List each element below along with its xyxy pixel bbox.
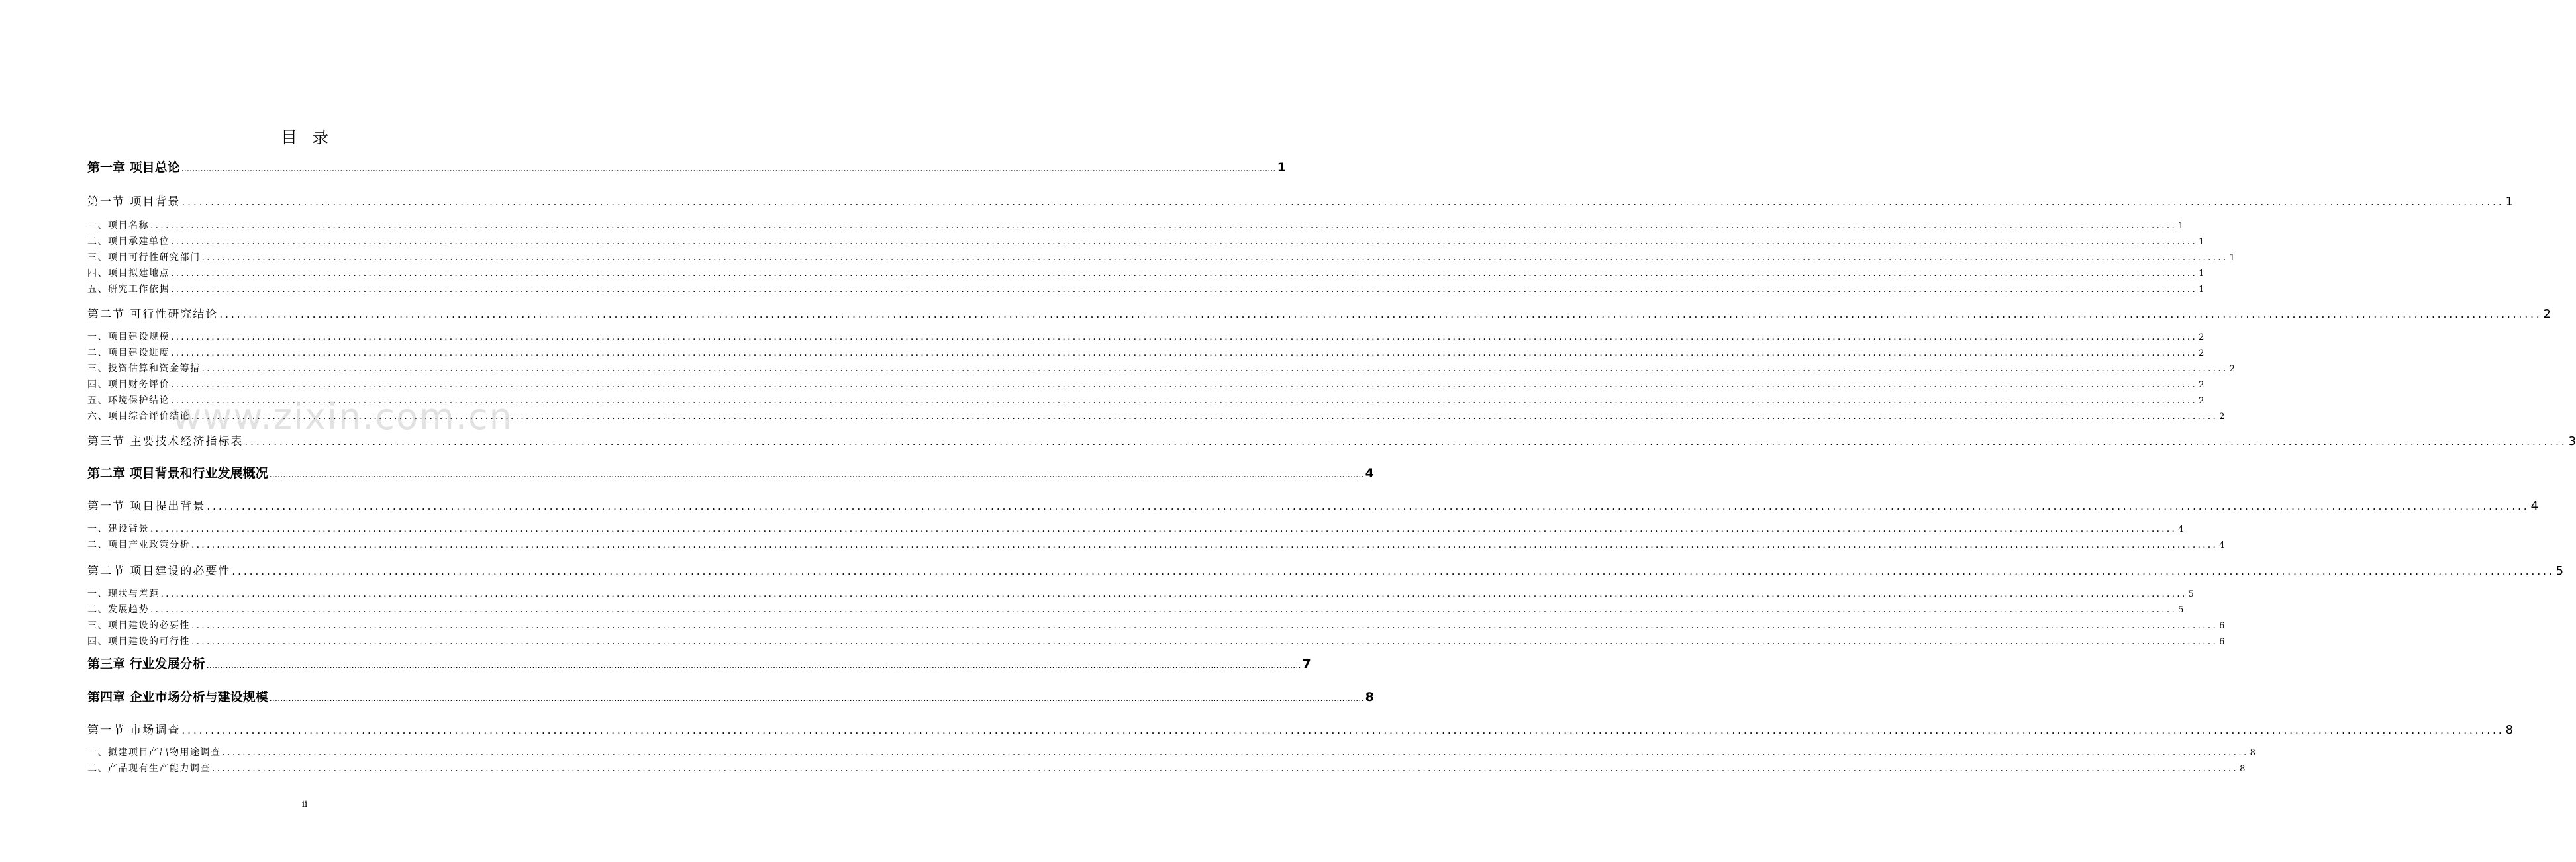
toc-entry-label: 第三章 行业发展分析 [87,657,205,671]
toc-entry-label: 第二节 项目建设的必要性 [87,565,231,578]
toc-entry-page: 4 [1365,466,1374,481]
toc-entry-page: 8 [2250,748,2255,758]
toc-entry-item[interactable] [87,282,2204,295]
toc-leader-dots: ................................................................................................................................................................................................................................................................................................................................................................................................................ [191,411,2218,422]
toc-entry-item[interactable] [87,377,2204,391]
toc-entry-label: 二、项目承建单位 [87,236,170,247]
toc-entry-section[interactable] [87,497,2539,513]
toc-entry-page: 1 [2199,237,2204,247]
toc-entry-label: 三、项目建设的必要性 [87,620,190,631]
toc-entry-item[interactable] [87,634,2225,647]
toc-leader-dots: ................................................................................................................................................................................................................................................................................................................................................................................................................ [207,501,2530,512]
toc-entry-label: 一、项目建设规模 [87,332,170,342]
toc-entry-label: 二、产品现有生产能力调查 [87,763,211,774]
toc-leader-dots: ................................................................................................................................................................................................................................................................................................................................................................................................................ [171,332,2198,342]
toc-leader-dots: ................................................................................................................................................................................................................................................................................................................................................................................................................ [150,524,2177,534]
toc-entry-label: 四、项目建设的可行性 [87,636,190,647]
toc-entry-label: 第三节 主要技术经济指标表 [87,435,244,448]
toc-entry-label: 第二章 项目背景和行业发展概况 [87,466,268,481]
toc-entry-page: 1 [2229,253,2235,263]
toc-entry-page: 3 [2568,434,2576,448]
toc-entry-chapter[interactable] [87,687,1374,705]
toc-entry-label: 三、项目可行性研究部门 [87,252,201,263]
toc-entry-page: 1 [1277,160,1286,175]
toc-entry-label: 一、现状与差距 [87,589,160,599]
toc-entry-label: 四、项目财务评价 [87,379,170,390]
toc-entry-page: 2 [2199,380,2204,390]
toc-entry-section[interactable] [87,720,2514,737]
toc-entry-page: 6 [2219,637,2225,647]
toc-entry-section[interactable] [87,561,2564,578]
toc-entry-item[interactable] [87,266,2204,279]
toc-entry-page: 6 [2219,621,2225,631]
toc-entry-item[interactable] [87,346,2204,359]
toc-entry-item[interactable] [87,250,2235,263]
toc-leader-dots: ................................................................................................................................................................................................................................................................................................................................................................................................................ [150,604,2177,615]
toc-entry-label: 五、研究工作依据 [87,284,170,295]
toc-leader-dots: ................................................................................................................................................................................................................................................................................................................................................................................................................ [171,236,2198,247]
toc-entry-page: 1 [2199,269,2204,279]
toc-entry-label: 第四章 企业市场分析与建设规模 [87,690,268,704]
toc-entry-item[interactable] [87,602,2184,616]
toc-leader-dots: ................................................................................................................................................................................................................................................................................................................................................................................................................ [201,252,2228,263]
toc-leader-dots: ................................................................................................................................................................................................................................................................................................................................................................................................................ [244,436,2567,448]
toc-entry-label: 六、项目综合评价结论 [87,411,190,422]
toc-entry-page: 2 [2219,412,2225,422]
toc-entry-label: 第一节 项目提出背景 [87,500,206,513]
toc-entry-section[interactable] [87,192,2514,209]
toc-entry-label: 三、投资估算和资金筹措 [87,363,201,374]
toc-entry-label: 一、项目名称 [87,220,149,231]
toc-entry-page: 2 [2199,396,2204,406]
toc-entry-page: 8 [2505,723,2514,737]
toc-entry-page: 7 [1302,657,1311,671]
toc-leader-dots: ................................................................................................................................................................................................................................................................................................................................................................................................................ [171,348,2198,358]
toc-entry-label: 二、发展趋势 [87,604,149,615]
toc-leader-dots: ................................................................................................................................................................................................................................................................................................................................................................................................................ [212,763,2239,774]
toc-leader-dots: ................................................................................................................................................................................................................................................................................................................................................................................................................ [150,220,2177,231]
toc-entry-item[interactable] [87,587,2194,600]
toc-entry-page: 2 [2229,364,2235,374]
toc-leader-dots: ................................................................................................................................................................................................................................................................................................................................................................................................................ [171,284,2198,295]
page-number: ii [301,800,308,810]
toc-leader-dots: ................................................................................................................................................................................................................................................................................................................................................................................................................ [181,196,2504,208]
toc-leader-dots: ................................................................................................................................................................................................................................................................................................................................................................................................................ [201,363,2228,374]
toc-entry-item[interactable] [87,618,2225,632]
toc-entry-chapter[interactable] [87,158,1286,175]
toc-leader-dots: ................................................................................................................................................................................................................................................................................................................................................................................................................ [219,309,2542,320]
toc-entry-page: 1 [2505,195,2514,209]
toc-entry-item[interactable] [87,218,2184,232]
toc-entry-label: 第一节 项目背景 [87,195,181,209]
watermark: www.zixin.com.cn [172,396,513,438]
toc-leader-dots: ................................................................................................................................................................................................................................................................................................................................................................................................................ [181,724,2504,736]
toc-entry-item[interactable] [87,522,2184,535]
toc-entry-label: 五、环境保护结论 [87,395,170,406]
toc-leader-dots: ................................................................................................................................................................................................................................................................................................................................................................................................................ [269,470,1364,480]
toc-leader-dots: ................................................................................................................................................................................................................................................................................................................................................................................................................ [206,661,1301,671]
toc-entry-page: 2 [2543,307,2551,321]
toc-entry-label: 四、项目拟建地点 [87,268,170,279]
toc-entry-item[interactable] [87,538,2225,551]
toc-title: 目录 [280,128,343,147]
toc-entry-item[interactable] [87,761,2246,775]
toc-entry-label: 一、拟建项目产出物用途调查 [87,747,221,758]
toc-entry-label: 第一章 项目总论 [87,160,180,175]
toc-leader-dots: ................................................................................................................................................................................................................................................................................................................................................................................................................ [191,540,2218,550]
toc-entry-item[interactable] [87,745,2255,759]
toc-entry-item[interactable] [87,234,2204,248]
toc-leader-dots: ................................................................................................................................................................................................................................................................................................................................................................................................................ [191,636,2218,647]
toc-leader-dots: ................................................................................................................................................................................................................................................................................................................................................................................................................ [222,747,2249,758]
toc-entry-page: 2 [2199,348,2204,358]
toc-leader-dots: ................................................................................................................................................................................................................................................................................................................................................................................................................ [171,268,2198,279]
toc-entry-page: 4 [2219,540,2225,550]
toc-entry-page: 5 [2555,564,2564,578]
toc-entry-page: 5 [2178,605,2184,615]
toc-leader-dots: ................................................................................................................................................................................................................................................................................................................................................................................................................ [171,379,2198,390]
toc-entry-page: 5 [2188,589,2194,599]
toc-entry-label: 一、建设背景 [87,524,149,534]
toc-entry-label: 二、项目建设进度 [87,348,170,358]
toc-leader-dots: ................................................................................................................................................................................................................................................................................................................................................................................................................ [191,620,2218,631]
toc-leader-dots: ................................................................................................................................................................................................................................................................................................................................................................................................................ [160,589,2187,599]
toc-entry-label: 第一节 市场调查 [87,724,181,737]
toc-entry-page: 2 [2199,332,2204,342]
toc-entry-page: 8 [2240,764,2246,774]
toc-leader-dots: ................................................................................................................................................................................................................................................................................................................................................................................................................ [269,694,1364,704]
toc-entry-page: 4 [2178,524,2184,534]
toc-entry-page: 4 [2530,499,2539,513]
toc-entry-chapter[interactable] [87,654,1311,672]
toc-leader-dots: ................................................................................................................................................................................................................................................................................................................................................................................................................ [181,164,1276,174]
toc-entry-page: 1 [2199,285,2204,295]
toc-entry-section[interactable] [87,305,2551,321]
toc-entry-chapter[interactable] [87,463,1374,481]
toc-entry-page: 8 [1365,690,1374,704]
toc-entry-item[interactable] [87,361,2235,375]
toc-entry-label: 第二节 可行性研究结论 [87,308,219,321]
toc-leader-dots: ................................................................................................................................................................................................................................................................................................................................................................................................................ [171,395,2198,406]
toc-leader-dots: ................................................................................................................................................................................................................................................................................................................................................................................................................ [232,565,2555,577]
toc-entry-label: 二、项目产业政策分析 [87,540,190,550]
toc-entry-page: 1 [2178,221,2184,231]
toc-entry-item[interactable] [87,330,2204,343]
